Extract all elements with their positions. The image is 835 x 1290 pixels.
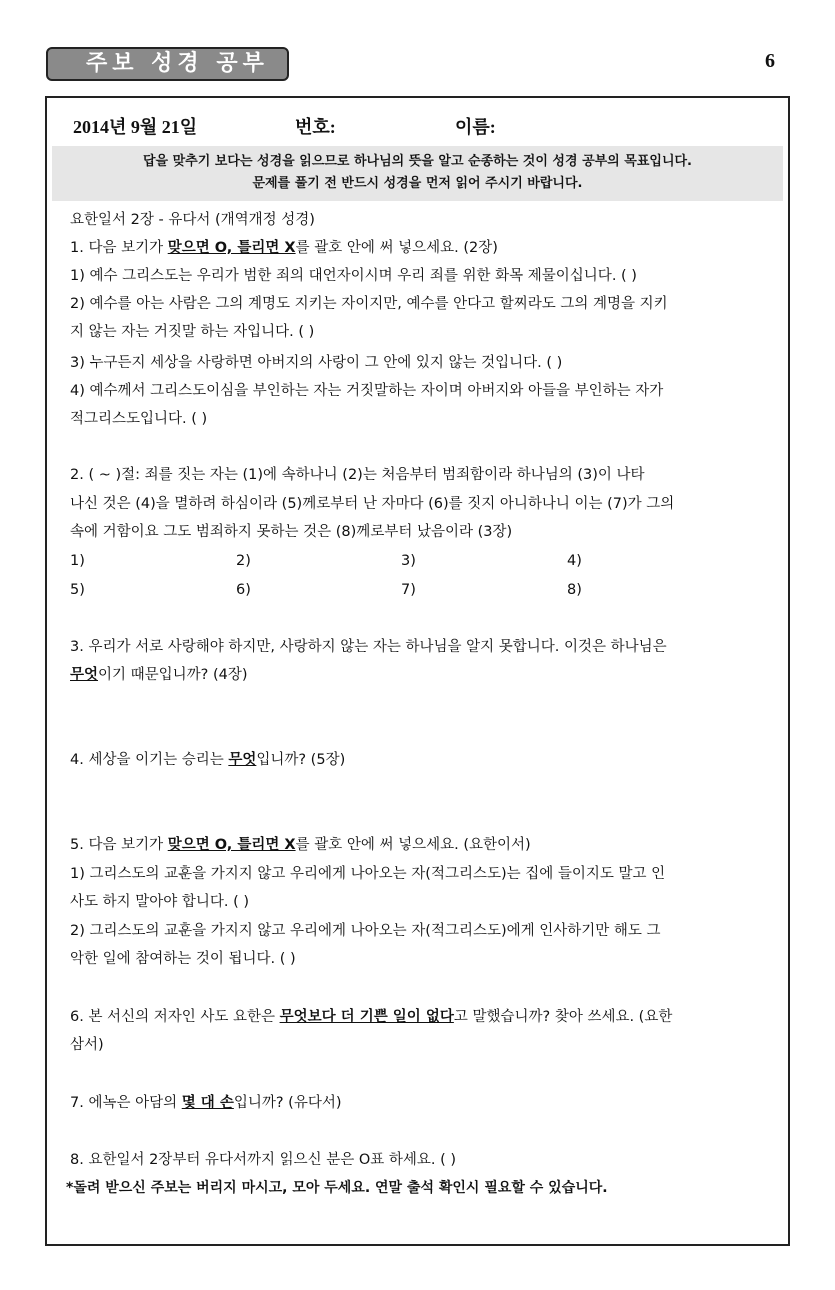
q1-item: 3) 누구든지 세상을 사랑하면 아버지의 사랑이 그 안에 있지 않는 것입니다. ( ) <box>70 355 563 371</box>
q1-item: 적그리스도입니다. ( ) <box>70 411 208 427</box>
q5-item: 악한 일에 참여하는 것이 됩니다. ( ) <box>70 951 296 967</box>
q1-emphasis: 맞으면 O, 틀리면 X <box>167 240 296 256</box>
q1-item: 1) 예수 그리스도는 우리가 범한 죄의 대언자이시며 우리 죄를 위한 화목 제물이십니다. ( ) <box>70 268 637 284</box>
q2-blank-label: 8) <box>567 582 582 598</box>
q1-item: 지 않는 자는 거짓말 하는 자입니다. ( ) <box>70 324 315 340</box>
q6-post: 고 말했습니까? 찾아 쓰세요. (요한 <box>453 1009 673 1025</box>
question-2: 2. ( ~ )절: 죄를 짓는 자는 (1)에 속하나니 (2)는 처음부터 범죄함이라 하나님의 (3)이 나타 <box>70 467 645 483</box>
page-header-title: 주보 성경 공부 <box>46 47 289 81</box>
q6-line-2: 삼서) <box>70 1037 104 1053</box>
q7-emphasis: 몇 대 손 <box>181 1095 234 1111</box>
date-label: 2014년 9월 21일 <box>73 117 198 137</box>
q4-pre: 4. 세상을 이기는 승리는 <box>70 752 229 768</box>
q4-emphasis: 무엇 <box>228 752 257 768</box>
q4-post: 입니까? (5장) <box>256 752 346 768</box>
notice-box <box>52 146 783 201</box>
q2-blank-label: 5) <box>70 582 85 598</box>
q2-blank-label: 7) <box>401 582 416 598</box>
q7-pre: 7. 에녹은 아담의 <box>70 1095 182 1111</box>
q7-post: 입니까? (유다서) <box>233 1095 342 1111</box>
q1-post: 를 괄호 안에 써 넣으세요. (2장) <box>295 240 498 256</box>
question-1 <box>70 238 498 258</box>
q2-blank-label: 2) <box>236 553 251 569</box>
q2-blank-label: 3) <box>401 553 416 569</box>
question-3: 3. 우리가 서로 사랑해야 하지만, 사랑하지 않는 자는 하나님을 알지 못합니다. 이것은 하나님은 <box>70 639 667 655</box>
notice-line-2: 문제를 풀기 전 반드시 성경을 먼저 읽어 주시기 바랍니다. <box>252 176 583 191</box>
q6-pre: 6. 본 서신의 저자인 사도 요한은 <box>70 1009 280 1025</box>
footer-note: *돌려 받으신 주보는 버리지 마시고, 모아 두세요. 연말 출석 확인시 필요할 수 있습니다. <box>66 1180 608 1196</box>
question-6 <box>70 1007 672 1027</box>
q3-post: 이기 때문입니까? (4장) <box>98 667 248 683</box>
q2-line: 속에 거함이요 그도 범죄하지 못하는 것은 (8)께로부터 났음이라 (3장) <box>70 524 513 540</box>
question-5 <box>70 835 531 855</box>
name-label: 이름: <box>455 117 496 137</box>
q1-item: 2) 예수를 아는 사람은 그의 계명도 지키는 자이지만, 예수를 안다고 할찌라도 그의 계명을 지키 <box>70 296 668 312</box>
q5-item: 1) 그리스도의 교훈을 가지지 않고 우리에게 나아오는 자(적그리스도)는 집에 들이지도 말고 인 <box>70 866 666 882</box>
number-label: 번호: <box>295 117 336 137</box>
question-7 <box>70 1093 342 1113</box>
q3-emphasis: 무엇 <box>70 667 99 683</box>
q5-emphasis: 맞으면 O, 틀리면 X <box>167 837 296 853</box>
question-8: 8. 요한일서 2장부터 유다서까지 읽으신 분은 O표 하세요. ( ) <box>70 1152 457 1168</box>
q6-emphasis: 무엇보다 더 기쁜 일이 없다 <box>279 1009 454 1025</box>
q5-item: 2) 그리스도의 교훈을 가지지 않고 우리에게 나아오는 자(적그리스도)에게 인사하기만 해도 그 <box>70 923 661 939</box>
q3-line-2 <box>70 665 248 685</box>
notice-line-1: 답을 맞추기 보다는 성경을 읽으므로 하나님의 뜻을 알고 순종하는 것이 성경 공부의 목표입니다. <box>142 154 692 169</box>
q1-pre: 1. 다음 보기가 <box>70 240 168 256</box>
q5-item: 사도 하지 말아야 합니다. ( ) <box>70 894 250 910</box>
question-4 <box>70 750 345 770</box>
q1-item: 4) 예수께서 그리스도이심을 부인하는 자는 거짓말하는 자이며 아버지와 아들을 부인하는 자가 <box>70 383 664 399</box>
page-number: 6 <box>765 50 775 72</box>
q5-pre: 5. 다음 보기가 <box>70 837 168 853</box>
q2-blank-label: 4) <box>567 553 582 569</box>
q2-blank-label: 6) <box>236 582 251 598</box>
q2-blank-label: 1) <box>70 553 85 569</box>
q5-post: 를 괄호 안에 써 넣으세요. (요한이서) <box>295 837 531 853</box>
passage-range: 요한일서 2장 - 유다서 (개역개정 성경) <box>70 212 315 228</box>
q2-line: 나신 것은 (4)을 멸하려 하심이라 (5)께로부터 난 자마다 (6)를 짓지 아니하나니 이는 (7)가 그의 <box>70 496 675 512</box>
